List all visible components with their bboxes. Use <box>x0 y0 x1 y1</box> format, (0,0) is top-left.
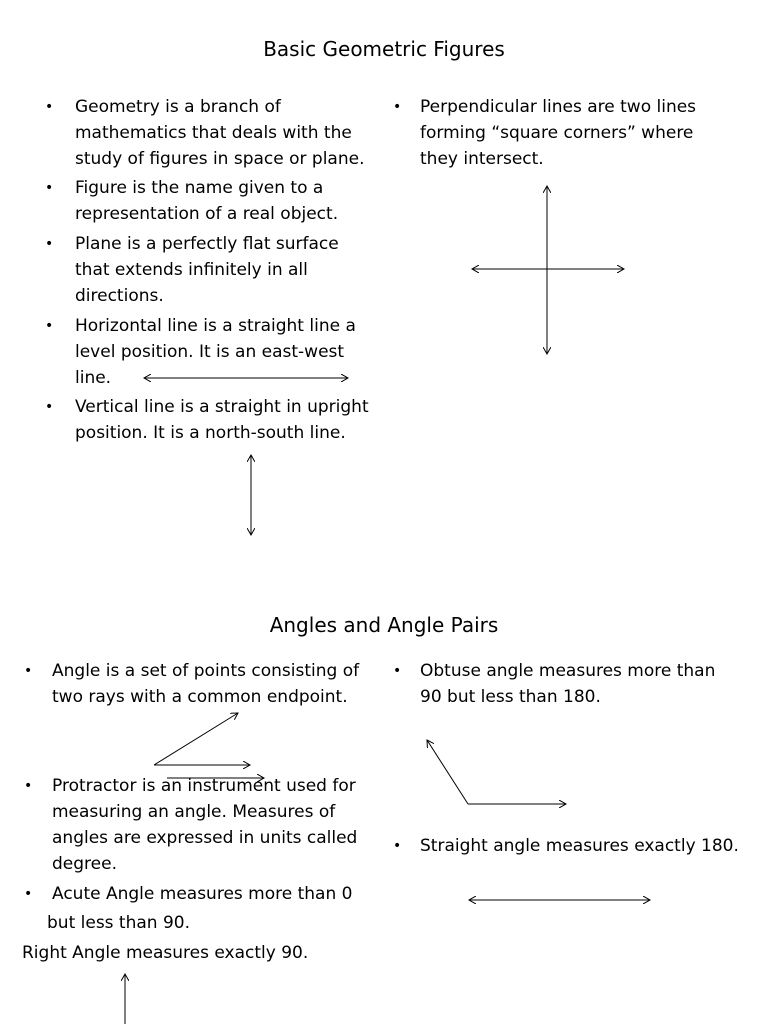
list-item-horizontal-line: Horizontal line is a straight line a level position. It is an east-west line. <box>75 316 356 388</box>
list-item-geometry: Geometry is a branch of mathematics that deals with the study of figures in space or plane. <box>75 97 365 169</box>
list-item-acute-angle-cont: but less than 90. <box>47 913 191 933</box>
bullet: • <box>24 778 33 794</box>
bullet: • <box>393 663 402 679</box>
bullet: • <box>393 99 402 115</box>
bullet: • <box>45 399 54 415</box>
bullet: • <box>45 318 54 334</box>
list-item-protractor: Protractor is an instrument used for measuring an angle. Measures of angles are expressed in units called degree. <box>52 776 358 874</box>
angle-ray-upper <box>154 713 238 765</box>
bullet: • <box>24 663 33 679</box>
obtuse-ray-upper <box>427 740 468 804</box>
bullet: • <box>45 236 54 252</box>
list-item-obtuse-angle: Obtuse angle measures more than 90 but less than 180. <box>420 661 716 707</box>
bullet: • <box>45 180 54 196</box>
list-item-figure: Figure is the name given to a representation of a real object. <box>75 178 339 224</box>
bullet: • <box>45 99 54 115</box>
section-title-basic-figures: Basic Geometric Figures <box>263 37 505 61</box>
list-item-vertical-line: Vertical line is a straight in upright position. It is a north-south line. <box>75 397 369 443</box>
list-item-angle: Angle is a set of points consisting of two rays with a common endpoint. <box>52 661 360 707</box>
right-angle-text: Right Angle measures exactly 90. <box>22 943 309 963</box>
list-item-perpendicular-lines: Perpendicular lines are two lines forming “square corners” where they intersect. <box>420 97 697 169</box>
list-item-plane: Plane is a perfectly flat surface that extends infinitely in all directions. <box>75 234 339 306</box>
list-item-straight-angle: Straight angle measures exactly 180. <box>420 836 739 856</box>
bullet: • <box>393 838 402 854</box>
list-item-acute-angle: Acute Angle measures more than 0 <box>52 884 353 904</box>
bullet: • <box>24 886 33 902</box>
section-title-angles: Angles and Angle Pairs <box>269 613 499 637</box>
